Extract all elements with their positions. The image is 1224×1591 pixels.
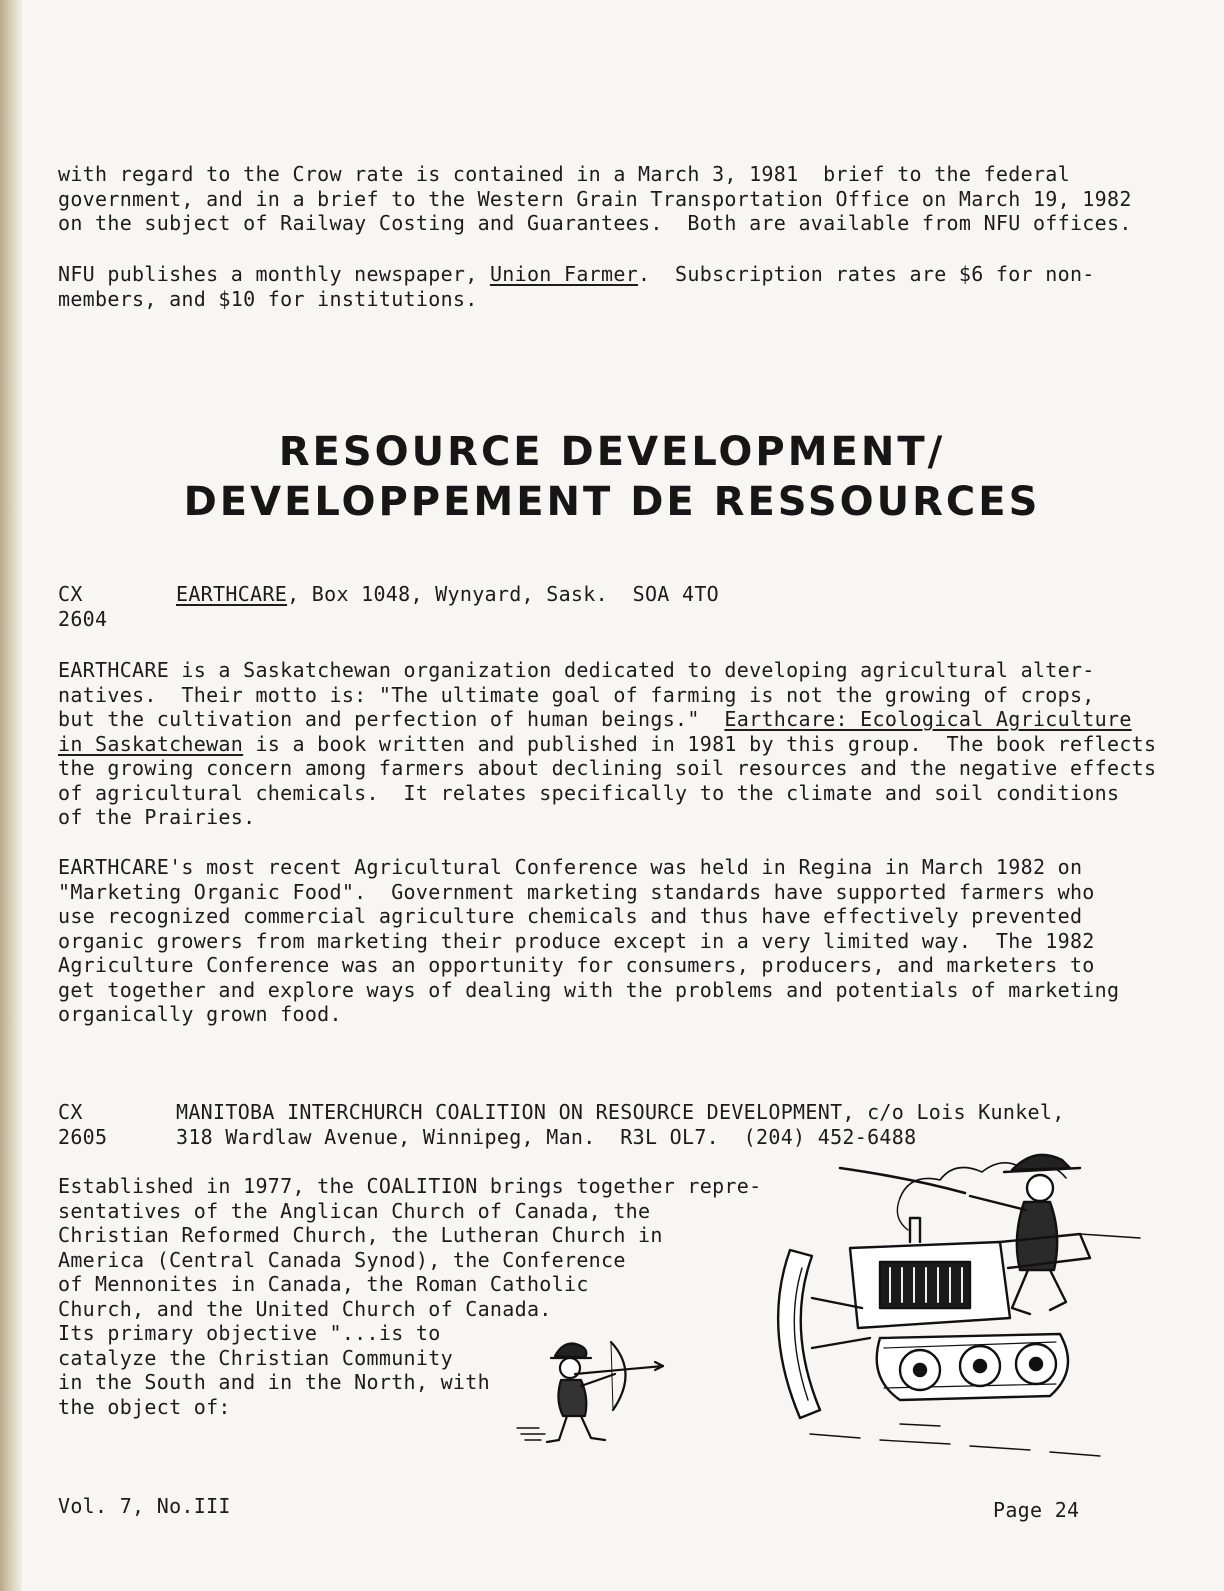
intro-paragraph-2 xyxy=(58,262,1095,311)
section-title-english: RESOURCE DEVELOPMENT/ xyxy=(278,429,946,475)
union-farmer-title: Union Farmer xyxy=(489,262,639,286)
footer-page-number: Page 24 xyxy=(993,1498,1080,1522)
entry-1-address: , Box 1048, Wynyard, Sask. SOA 4TO xyxy=(287,582,720,606)
intro-line: government, and in a brief to the Western Grain Transportation Office on March 19, 1982 xyxy=(58,186,1132,211)
page-binding-shadow xyxy=(0,0,22,1591)
intro-line: NFU publishes a monthly newspaper, Union Farmer. Subscription rates are $6 for non- xyxy=(58,262,1095,286)
archer-illustration xyxy=(515,1328,675,1458)
entry-1-org-name: EARTHCARE xyxy=(176,582,288,606)
entry-2-address: 318 Wardlaw Avenue, Winnipeg, Man. R3L OL7. (204) 452-6488 xyxy=(176,1124,917,1149)
section-title-french: DEVELOPPEMENT DE RESSOURCES xyxy=(183,479,1041,525)
entry-1-code: CX 2604 xyxy=(58,582,108,631)
entry-2-paragraph: Established in 1977, the COALITION brings together repre- sentatives of the Anglican Church of Canada, the Christian Reformed Church, the Lutheran Church in America (Central Canada Synod), the Conference of Mennonites in Canada, the Roman Catholic Church, and the United Church of Canada. Its primary objective "...is to catalyze the Christian Community in the South and in the North, with the object of: xyxy=(58,1174,762,1419)
intro-paragraph-1 xyxy=(58,162,1132,236)
intro-line: on the subject of Railway Costing and Guarantees. Both are available from NFU offices. xyxy=(58,211,1132,235)
bulldozer-illustration xyxy=(750,1138,1155,1463)
earthcare-book-title: Earthcare: Ecological Agriculture xyxy=(724,707,1132,731)
entry-2-code: CX 2605 xyxy=(58,1100,108,1149)
entry-1-number: 2604 xyxy=(58,606,108,631)
entry-2-org-name: MANITOBA INTERCHURCH COALITION ON RESOURCE DEVELOPMENT, c/o Lois Kunkel, xyxy=(176,1100,1065,1124)
footer-volume: Vol. 7, No.III xyxy=(58,1494,231,1518)
entry-1-paragraph-2: EARTHCARE's most recent Agricultural Conference was held in Regina in March 1982 on "Marketing Organic Food". Government marketing standards have supported farmers who use recognized commercial agriculture chemicals and thus have effectively prevented organic growers from marketing their produce except in a very limited way. The 1982 Agriculture Conference was an opportunity for consumers, producers, and marketers to get together and explore ways of dealing with the problems and potentials of marketing organically grown food. xyxy=(58,855,1120,1026)
intro-line: with regard to the Crow rate is contained in a March 3, 1981 brief to the federal xyxy=(58,162,1070,186)
intro-line: members, and $10 for institutions. xyxy=(58,286,478,311)
earthcare-book-title-cont: in Saskatchewan xyxy=(58,731,244,756)
entry-2-number: 2605 xyxy=(58,1124,108,1149)
entry-1-heading xyxy=(176,582,719,607)
entry-1-paragraph-1: EARTHCARE is a Saskatchewan organization dedicated to developing agricultural alter- natives. Their motto is: "The ultimate goal of farming is not the growing of crops, but the cultivation and perfection of human beings." Earthcare: Ecological Agriculture in Saskatchewan is a book written and published in 1981 by this group. The book reflects the growing concern among farmers about declining soil resources and the negative effects of agricultural chemicals. It relates specifically to the climate and soil conditions of the Prairies. xyxy=(58,658,1157,829)
